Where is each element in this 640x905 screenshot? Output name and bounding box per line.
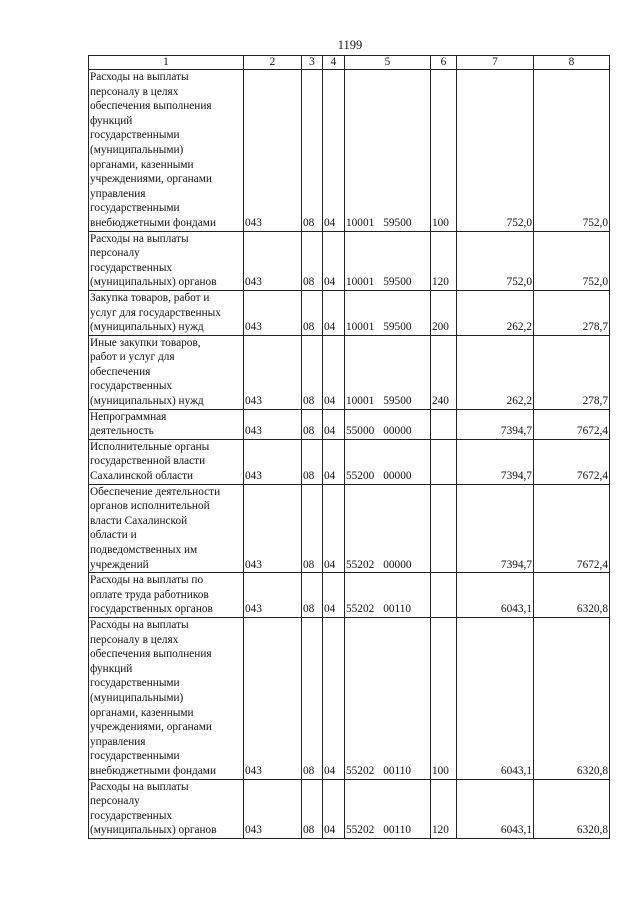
target-article-program: 55202: [346, 764, 375, 777]
row-name-line: Расходы на выплаты по: [90, 574, 204, 587]
row-name-line: персоналу в целях: [90, 633, 179, 646]
amount-year-1: 6043,1: [457, 779, 534, 838]
expense-type-code: [431, 409, 457, 439]
row-name-line: государственными: [90, 202, 180, 215]
row-name-line: Сахалинской области: [90, 470, 194, 483]
subsection-code: 04: [323, 335, 345, 409]
target-article-program: 10001: [346, 395, 375, 408]
expense-type-code: 120: [431, 779, 457, 838]
amount-year-2: 7672,4: [534, 439, 610, 484]
target-article-code: [345, 573, 431, 618]
subsection-code: 04: [323, 573, 345, 618]
row-name-line: органов исполнительной: [90, 500, 210, 513]
ministry-code: 043: [244, 439, 302, 484]
section-code: 08: [302, 409, 323, 439]
row-name-line: обеспечения: [90, 365, 151, 378]
row-name-line: государственных органов: [90, 603, 213, 616]
row-name-line: Исполнительные органы: [90, 440, 210, 453]
row-name-line: работ и услуг для: [90, 351, 175, 364]
target-article-direction: 00000: [383, 558, 412, 571]
row-name-line: Непрограммная: [90, 410, 167, 423]
row-name-line: государственной власти: [90, 455, 206, 468]
expense-type-code: 120: [431, 231, 457, 290]
expense-type-code: 240: [431, 335, 457, 409]
row-name: [89, 573, 244, 618]
table-body: [89, 70, 610, 839]
column-header: 1: [89, 56, 244, 70]
amount-year-1: 7394,7: [457, 409, 534, 439]
target-article-direction: 59500: [383, 276, 412, 289]
expense-type-code: 200: [431, 290, 457, 335]
target-article-direction: 59500: [383, 395, 412, 408]
table-row: [89, 70, 610, 232]
target-article-program: 10001: [346, 321, 375, 334]
target-article-direction: 59500: [383, 216, 412, 229]
table-row: [89, 290, 610, 335]
ministry-code: 043: [244, 779, 302, 838]
column-header: 3: [302, 56, 323, 70]
row-name: [89, 70, 244, 232]
target-article-code: [345, 617, 431, 779]
row-name-line: органами, казенными: [90, 158, 194, 171]
target-article-code: [345, 70, 431, 232]
target-article-program: 55200: [346, 470, 375, 483]
expense-type-code: 100: [431, 70, 457, 232]
table-row: [89, 231, 610, 290]
target-article-direction: 00110: [383, 764, 412, 777]
target-article-direction: 00110: [383, 824, 412, 837]
expense-type-code: [431, 484, 457, 573]
ministry-code: 043: [244, 335, 302, 409]
section-code: 08: [302, 70, 323, 232]
row-name-line: персоналу в целях: [90, 85, 179, 98]
row-name-line: (муниципальных) нужд: [90, 395, 204, 408]
table-row: [89, 484, 610, 573]
amount-year-1: 262,2: [457, 335, 534, 409]
row-name-line: функций: [90, 114, 133, 127]
target-article-program: 10001: [346, 216, 375, 229]
ministry-code: 043: [244, 573, 302, 618]
ministry-code: 043: [244, 484, 302, 573]
row-name-line: (муниципальных) органов: [90, 824, 217, 837]
column-header: 8: [534, 56, 610, 70]
row-name-line: (муниципальных) нужд: [90, 321, 204, 334]
row-name-line: государственными: [90, 750, 180, 763]
target-article-code: [345, 231, 431, 290]
amount-year-2: 6320,8: [534, 779, 610, 838]
amount-year-2: 752,0: [534, 231, 610, 290]
amount-year-2: 7672,4: [534, 484, 610, 573]
section-code: 08: [302, 231, 323, 290]
row-name-line: оплате труда работников: [90, 588, 209, 601]
row-name-line: Расходы на выплаты: [90, 780, 189, 793]
amount-year-1: 6043,1: [457, 573, 534, 618]
target-article-program: 10001: [346, 276, 375, 289]
row-name-line: Обеспечение деятельности: [90, 485, 221, 498]
row-name-line: (муниципальных) органов: [90, 276, 217, 289]
row-name: [89, 484, 244, 573]
table-row: [89, 617, 610, 779]
amount-year-2: 6320,8: [534, 573, 610, 618]
row-name-line: управления: [90, 735, 146, 748]
amount-year-2: 278,7: [534, 290, 610, 335]
row-name-line: внебюджетными фондами: [90, 764, 216, 777]
header-row: [89, 56, 610, 70]
ministry-code: 043: [244, 409, 302, 439]
target-article-code: [345, 290, 431, 335]
target-article-program: 55202: [346, 824, 375, 837]
amount-year-1: 7394,7: [457, 484, 534, 573]
expense-type-code: [431, 439, 457, 484]
subsection-code: 04: [323, 290, 345, 335]
row-name-line: обеспечения выполнения: [90, 648, 212, 661]
ministry-code: 043: [244, 70, 302, 232]
section-code: 08: [302, 439, 323, 484]
row-name-line: государственными: [90, 677, 180, 690]
column-header: 5: [345, 56, 431, 70]
row-name-line: органами, казенными: [90, 706, 194, 719]
table-row: [89, 439, 610, 484]
budget-table: [88, 55, 610, 839]
section-code: 08: [302, 290, 323, 335]
subsection-code: 04: [323, 779, 345, 838]
amount-year-1: 752,0: [457, 70, 534, 232]
row-name-line: деятельность: [90, 425, 154, 438]
amount-year-2: 278,7: [534, 335, 610, 409]
table-row: [89, 409, 610, 439]
section-code: 08: [302, 617, 323, 779]
row-name-line: власти Сахалинской: [90, 514, 188, 527]
subsection-code: 04: [323, 70, 345, 232]
row-name-line: Иные закупки товаров,: [90, 336, 201, 349]
subsection-code: 04: [323, 409, 345, 439]
ministry-code: 043: [244, 617, 302, 779]
amount-year-1: 6043,1: [457, 617, 534, 779]
row-name-line: (муниципальными): [90, 691, 184, 704]
row-name: [89, 290, 244, 335]
amount-year-1: 262,2: [457, 290, 534, 335]
ministry-code: 043: [244, 290, 302, 335]
target-article-program: 55202: [346, 603, 375, 616]
amount-year-2: 6320,8: [534, 617, 610, 779]
target-article-code: [345, 409, 431, 439]
target-article-direction: 00110: [383, 603, 412, 616]
row-name: [89, 335, 244, 409]
amount-year-2: 7672,4: [534, 409, 610, 439]
row-name-line: внебюджетными фондами: [90, 216, 216, 229]
row-name-line: Расходы на выплаты: [90, 618, 189, 631]
ministry-code: 043: [244, 231, 302, 290]
row-name: [89, 617, 244, 779]
row-name-line: персоналу: [90, 795, 140, 808]
row-name-line: управления: [90, 187, 146, 200]
row-name-line: услуг для государственных: [90, 306, 221, 319]
row-name-line: государственных: [90, 261, 173, 274]
amount-year-1: 752,0: [457, 231, 534, 290]
row-name: [89, 779, 244, 838]
row-name-line: области и: [90, 529, 137, 542]
subsection-code: 04: [323, 231, 345, 290]
target-article-code: [345, 335, 431, 409]
amount-year-1: 7394,7: [457, 439, 534, 484]
column-header: 4: [323, 56, 345, 70]
section-code: 08: [302, 573, 323, 618]
table-row: [89, 779, 610, 838]
row-name: [89, 231, 244, 290]
target-article-direction: 59500: [383, 321, 412, 334]
expense-type-code: [431, 573, 457, 618]
row-name-line: государственными: [90, 129, 180, 142]
row-name-line: подведомственных им: [90, 544, 198, 556]
target-article-code: [345, 779, 431, 838]
row-name-line: персоналу: [90, 247, 140, 260]
target-article-code: [345, 439, 431, 484]
row-name: [89, 409, 244, 439]
row-name-line: функций: [90, 662, 133, 675]
row-name-line: учреждениями, органами: [90, 721, 212, 734]
target-article-program: 55000: [346, 425, 375, 438]
row-name-line: учреждений: [90, 558, 149, 571]
row-name-line: государственных: [90, 380, 173, 393]
table-row: [89, 335, 610, 409]
page-number: 1199: [337, 38, 363, 52]
row-name: [89, 439, 244, 484]
column-header: 2: [244, 56, 302, 70]
target-article-direction: 00000: [383, 470, 412, 483]
target-article-program: 55202: [346, 558, 375, 571]
table-row: [89, 573, 610, 618]
row-name-line: государственных: [90, 809, 173, 822]
subsection-code: 04: [323, 484, 345, 573]
column-header: 6: [431, 56, 457, 70]
subsection-code: 04: [323, 439, 345, 484]
section-code: 08: [302, 779, 323, 838]
row-name-line: Расходы на выплаты: [90, 232, 189, 245]
row-name-line: учреждениями, органами: [90, 173, 212, 186]
target-article-code: [345, 484, 431, 573]
row-name-line: (муниципальными): [90, 143, 184, 156]
row-name-line: Расходы на выплаты: [90, 71, 189, 83]
target-article-direction: 00000: [383, 425, 412, 438]
subsection-code: 04: [323, 617, 345, 779]
section-code: 08: [302, 335, 323, 409]
row-name-line: обеспечения выполнения: [90, 100, 212, 113]
amount-year-2: 752,0: [534, 70, 610, 232]
column-header: 7: [457, 56, 534, 70]
expense-type-code: 100: [431, 617, 457, 779]
row-name-line: Закупка товаров, работ и: [90, 291, 210, 304]
section-code: 08: [302, 484, 323, 573]
